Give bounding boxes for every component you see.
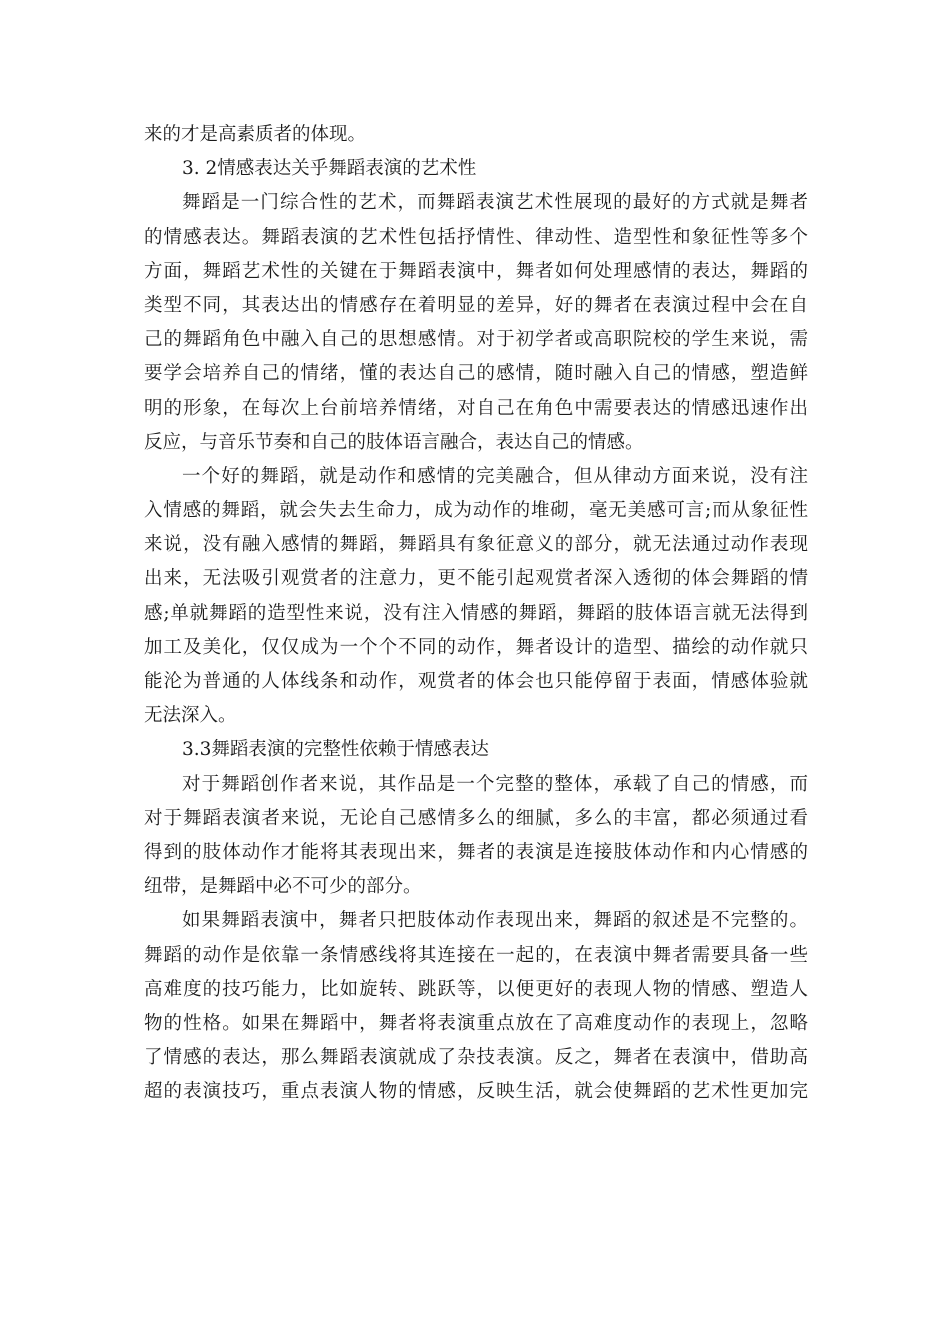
text-line: 高难度的技巧能力，比如旋转、跳跃等，以便更好的表现人物的情感、塑造人 xyxy=(144,978,808,1000)
text-line: 明的形象，在每次上台前培养情绪，对自己在角色中需要表达的情感迅速作出 xyxy=(144,397,808,419)
text-line: 纽带，是舞蹈中必不可少的部分。 xyxy=(144,876,422,898)
text-line: 己的舞蹈角色中融入自己的思想感情。对于初学者或高职院校的学生来说，需 xyxy=(144,329,808,351)
text-line: 的情感表达。舞蹈表演的艺术性包括抒情性、律动性、造型性和象征性等多个 xyxy=(144,226,808,248)
text-line: 3. 2情感表达关乎舞蹈表演的艺术性 xyxy=(182,158,477,180)
text-line: 方面，舞蹈艺术性的关键在于舞蹈表演中，舞者如何处理感情的表达，舞蹈的 xyxy=(144,260,808,282)
document-page xyxy=(144,118,808,1109)
text-line: 一个好的舞蹈，就是动作和感情的完美融合，但从律动方面来说，没有注 xyxy=(182,465,808,487)
text-line: 得到的肢体动作才能将其表现出来，舞者的表演是连接肢体动作和内心情感的 xyxy=(144,841,808,863)
text-line: 来的才是高素质者的体现。 xyxy=(144,124,367,145)
text-line: 来说，没有融入感情的舞蹈，舞蹈具有象征意义的部分，就无法通过动作表现 xyxy=(144,534,808,556)
text-line: 加工及美化，仅仅成为一个个不同的动作，舞者设计的造型、描绘的动作就只 xyxy=(144,636,808,658)
text-line: 能沦为普通的人体线条和动作，观赏者的体会也只能停留于表面，情感体验就 xyxy=(144,671,808,692)
text-line: 超的表演技巧，重点表演人物的情感，反映生活，就会使舞蹈的艺术性更加完 xyxy=(144,1081,808,1103)
text-line: 反应，与音乐节奏和自己的肢体语言融合，表达自己的情感。 xyxy=(144,431,644,453)
text-line: 舞蹈的动作是依靠一条情感线将其连接在一起的，在表演中舞者需要具备一些 xyxy=(144,944,808,966)
text-line: 对于舞蹈表演者来说，无论自己感情多么的细腻，多么的丰富，都必须通过看 xyxy=(144,807,808,829)
text-line: 如果舞蹈表演中，舞者只把肢体动作表现出来，舞蹈的叙述是不完整的。 xyxy=(182,910,808,932)
text-line: 无法深入。 xyxy=(144,705,237,727)
text-line: 舞蹈是一门综合性的艺术，而舞蹈表演艺术性展现的最好的方式就是舞者 xyxy=(182,192,808,214)
text-line: 了情感的表达，那么舞蹈表演就成了杂技表演。反之，舞者在表演中，借助高 xyxy=(144,1047,808,1069)
text-line: 物的性格。如果在舞蹈中，舞者将表演重点放在了高难度动作的表现上，忽略 xyxy=(144,1012,808,1034)
text-line: 感;单就舞蹈的造型性来说，没有注入情感的舞蹈，舞蹈的肢体语言就无法得到 xyxy=(144,602,808,624)
text-line: 要学会培养自己的情绪，懂的表达自己的感情，随时融入自己的情感，塑造鲜 xyxy=(144,363,808,385)
text-line: 出来，无法吸引观赏者的注意力，更不能引起观赏者深入透彻的体会舞蹈的情 xyxy=(144,568,808,590)
text-line: 对于舞蹈创作者来说，其作品是一个完整的整体，承载了自己的情感，而 xyxy=(182,773,808,795)
text-line: 类型不同，其表达出的情感存在着明显的差异，好的舞者在表演过程中会在自 xyxy=(144,294,808,316)
text-line: 入情感的舞蹈，就会失去生命力，成为动作的堆砌，毫无美感可言;而从象征性 xyxy=(144,500,808,522)
text-line: 3.3舞蹈表演的完整性依赖于情感表达 xyxy=(182,739,489,761)
